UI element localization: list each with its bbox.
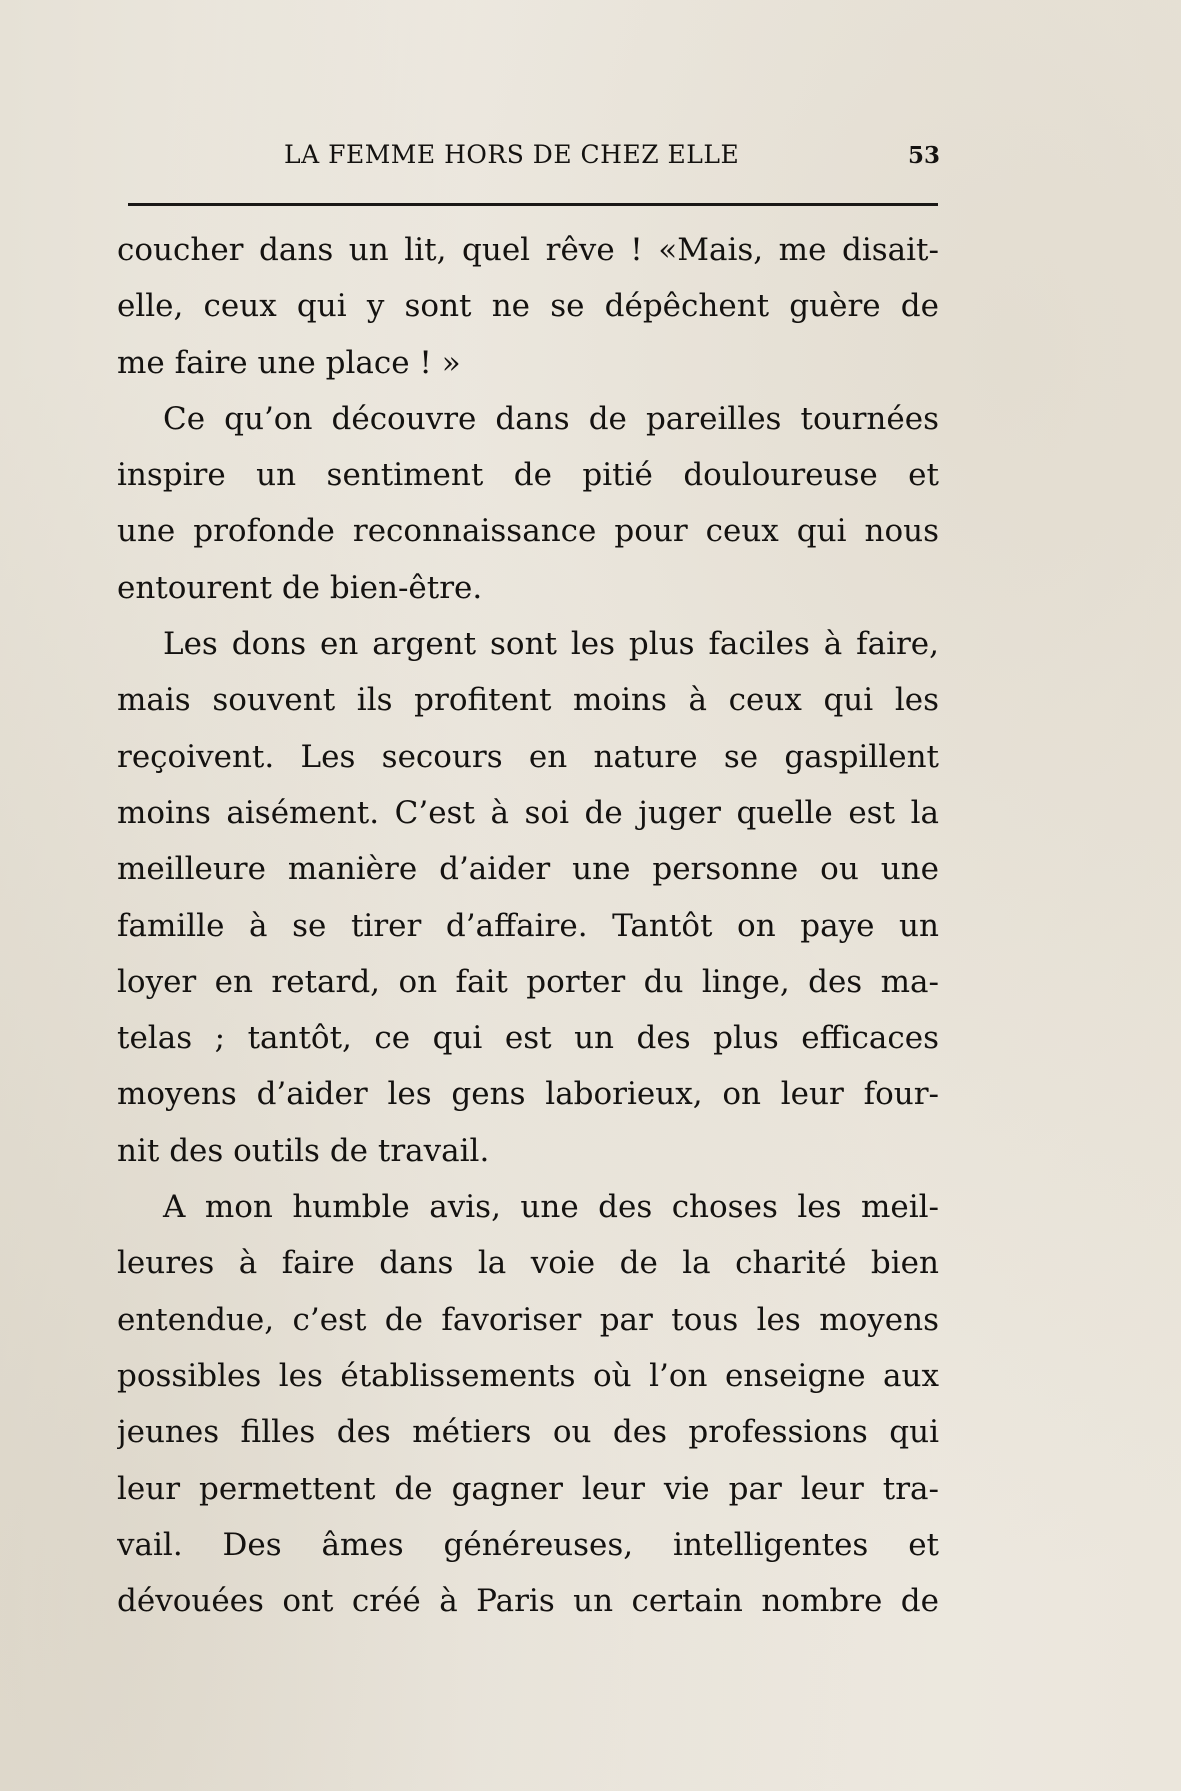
text-line: reçoivent. Les secours en nature se gaspillent — [117, 738, 939, 775]
text-line: coucher dans un lit, quel rêve ! «Mais, me disait- — [117, 232, 939, 268]
running-title: LA FEMME HORS DE CHEZ ELLE — [284, 140, 740, 169]
text-line: me faire une place ! » — [117, 344, 461, 381]
text-line: meilleure manière d’aider une personne ou une — [117, 851, 939, 888]
text-line: elle, ceux qui y sont ne se dépêchent guère de — [117, 288, 939, 325]
text-line: leur permettent de gagner leur vie par leur tra- — [117, 1470, 939, 1507]
text-line: Ce qu’on découvre dans de pareilles tournées — [163, 400, 939, 437]
header-rule — [128, 203, 938, 206]
text-line: famille à se tirer d’affaire. Tantôt on paye un — [117, 907, 939, 944]
text-line: moins aisément. C’est à soi de juger quelle est la — [117, 794, 939, 831]
text-line: nit des outils de travail. — [117, 1132, 490, 1169]
text-line: mais souvent ils profitent moins à ceux qui les — [117, 682, 939, 719]
text-line: entendue, c’est de favoriser par tous les moyens — [117, 1301, 939, 1338]
text-line: leures à faire dans la voie de la charité bien — [117, 1245, 939, 1282]
text-line: telas ; tantôt, ce qui est un des plus efficaces — [117, 1020, 939, 1057]
text-line: jeunes filles des métiers ou des professions qui — [117, 1414, 939, 1451]
running-head — [124, 140, 940, 180]
text-line: une profonde reconnaissance pour ceux qui nous — [117, 513, 939, 550]
body-text — [117, 222, 939, 1629]
text-line: loyer en retard, on fait porter du linge, des ma- — [117, 963, 939, 1000]
text-line: vail. Des âmes généreuses, intelligentes et — [117, 1526, 939, 1563]
text-line: A mon humble avis, une des choses les meil- — [163, 1189, 939, 1226]
text-line: inspire un sentiment de pitié douloureuse et — [117, 457, 939, 494]
text-line: moyens d’aider les gens laborieux, on leur four- — [117, 1076, 939, 1113]
text-line: dévouées ont créé à Paris un certain nombre de — [117, 1583, 939, 1620]
text-line: Les dons en argent sont les plus faciles à faire, — [163, 626, 939, 663]
text-line: entourent de bien-être. — [117, 569, 483, 606]
page-number: 53 — [907, 142, 940, 169]
text-line: possibles les établissements où l’on enseigne aux — [117, 1357, 939, 1394]
